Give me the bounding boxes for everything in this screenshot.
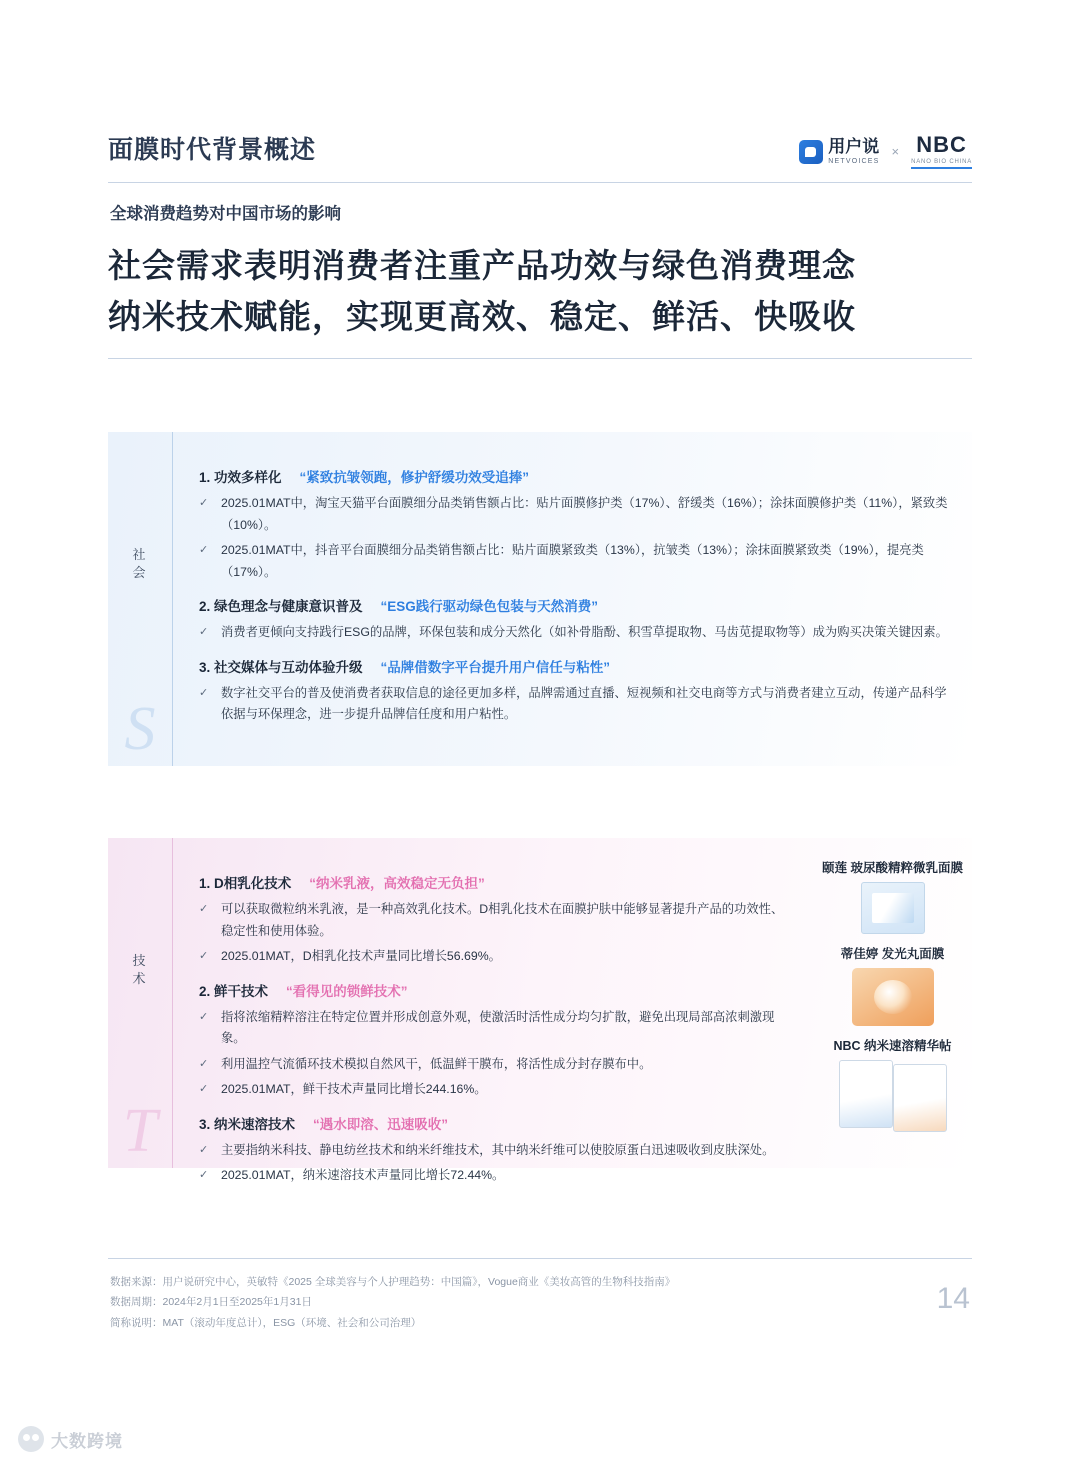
panel-technology-label: 技术 — [132, 953, 148, 986]
product-name: 蒂佳婷 发光丸面膜 — [840, 947, 945, 961]
title-divider — [108, 358, 972, 359]
group-heading-text: 1. 功效多样化 — [199, 470, 282, 485]
bullet-text: 利用温控气流循环技术模拟自然风干，低温鲜干膜布，将活性成分封存膜布中。 — [221, 1056, 652, 1071]
check-icon: ✓ — [199, 1143, 209, 1156]
netvoices-name-en: NETVOICES — [828, 158, 880, 165]
group-heading-text: 1. D相乳化技术 — [199, 876, 292, 891]
group-heading-text: 2. 鲜干技术 — [199, 983, 269, 999]
footnotes — [110, 1272, 870, 1333]
bullet-item — [199, 683, 950, 726]
nbc-underline — [911, 167, 972, 169]
bullet-text: 可以获取微粒纳米乳液，是一种高效乳化技术。D相乳化技术在面膜护肤中能够显著提升产品的功效性、稳定性和使用体验。 — [221, 902, 784, 938]
footnote-period: 数据周期：2024年2月1日至2025年1月31日 — [110, 1296, 312, 1309]
check-icon: ✓ — [199, 497, 209, 509]
bullet-text: 2025.01MAT，D相乳化技术声量同比增长56.69%。 — [221, 949, 501, 964]
check-icon: ✓ — [199, 544, 209, 557]
group-heading — [199, 1113, 791, 1133]
panel-technology-body — [173, 838, 813, 1183]
panel-social-group-2 — [199, 595, 950, 644]
panel-technology-group-2 — [199, 980, 791, 1101]
mask-sachets-pair-image — [833, 1060, 953, 1130]
bullet-item — [199, 1007, 791, 1050]
bullet-text: 消费者更倾向支持践行ESG的品牌，环保包装和成分天然化（如补骨脂酚、积雪草提取物、马齿苋提取物等）成为购买决策关键因素。 — [221, 625, 948, 640]
product-item — [800, 944, 985, 1026]
netvoices-mark-icon — [799, 140, 823, 164]
bullet-item — [199, 1140, 791, 1162]
footer-divider — [108, 1258, 972, 1259]
panel-social-letter: S — [124, 695, 156, 763]
bullet-text: 2025.01MAT中，淘宝天猫平台面膜细分品类销售额占比：贴片面膜修护类（17%）、舒缓类（16%）；涂抹面膜修护类（11%），紧致类（10%）。 — [221, 496, 948, 532]
bullet-item — [199, 899, 791, 942]
product-name: NBC 纳米速溶精华帖 — [833, 1039, 952, 1053]
footnote-abbr: 简称说明：MAT（滚动年度总计），ESG（环境、社会和公司治理） — [110, 1316, 422, 1329]
group-quote: “ESG践行驱动绿色包装与天然消费” — [380, 599, 599, 615]
panel-technology-letter: T — [122, 1097, 158, 1165]
bullet-item — [199, 1079, 791, 1101]
group-heading — [199, 872, 791, 892]
panel-social-group-1 — [199, 466, 950, 583]
bullet-item — [199, 622, 950, 644]
bullet-item — [199, 946, 791, 968]
page-header — [108, 130, 972, 186]
product-item — [800, 1036, 985, 1130]
bullet-text: 指将浓缩精粹溶注在特定位置并形成创意外观，使激活时活性成分均匀扩散，避免出现局部高浓刺激现象。 — [221, 1009, 775, 1046]
group-heading-text: 3. 社交媒体与互动体验升级 — [199, 659, 363, 675]
group-heading-text: 2. 绿色理念与健康意识普及 — [199, 599, 363, 615]
bullet-text: 2025.01MAT中，抖音平台面膜细分品类销售额占比：贴片面膜紧致类（13%），抗皱类（13%）；涂抹面膜紧致类（19%），提亮类（17%）。 — [221, 543, 924, 579]
watermark-text: 大数跨境 — [51, 1431, 123, 1451]
footnote-source: 数据来源：用户说研究中心，英敏特《2025 全球美容与个人护理趋势：中国篇》，Vogue商业《美妆高管的生物科技指南》 — [110, 1276, 676, 1288]
kicker-text: 全球消费趋势对中国市场的影响 — [110, 205, 341, 223]
netvoices-name-cn: 用户说 — [828, 137, 880, 156]
bullet-text: 2025.01MAT，纳米速溶技术声量同比增长72.44%。 — [221, 1168, 505, 1183]
group-heading — [199, 656, 950, 676]
page-title: 面膜时代背景概述 — [108, 136, 317, 164]
group-quote: “品牌借数字平台提升用户信任与粘性” — [380, 659, 611, 675]
sachet-left — [839, 1060, 893, 1128]
group-heading — [199, 595, 950, 615]
panel-social-group-3 — [199, 656, 950, 726]
panel-social-letterbar — [108, 432, 173, 766]
bullet-item — [199, 1165, 791, 1187]
group-heading-text: 3. 纳米速溶技术 — [199, 1116, 296, 1132]
group-heading — [199, 466, 950, 486]
check-icon: ✓ — [199, 950, 209, 963]
page-number: 14 — [936, 1282, 970, 1315]
panel-social-body — [173, 432, 972, 766]
header-divider — [108, 182, 972, 183]
bullet-text: 主要指纳米科技、静电纺丝技术和纳米纤维技术，其中纳米纤维可以使胶原蛋白迅速吸收到皮肤深处。 — [221, 1142, 775, 1157]
watermark — [18, 1426, 123, 1452]
product-item — [800, 858, 985, 934]
product-list — [800, 858, 985, 1140]
sachet-right — [893, 1064, 947, 1132]
bullet-item — [199, 493, 950, 536]
main-title-line-2: 纳米技术赋能，实现更高效、稳定、鲜活、快吸收 — [108, 298, 856, 336]
group-quote: “紧致抗皱领跑，修护舒缓功效受追捧” — [299, 470, 530, 485]
main-title-line-1: 社会需求表明消费者注重产品功效与绿色消费理念 — [108, 247, 856, 284]
check-icon: ✓ — [199, 1169, 209, 1182]
nbc-logo — [911, 134, 972, 169]
check-icon: ✓ — [199, 626, 209, 639]
logo-group — [799, 134, 972, 169]
panel-technology-group-3 — [199, 1113, 791, 1187]
group-heading — [199, 980, 791, 1000]
group-quote: “看得见的锁鲜技术” — [286, 983, 408, 999]
logo-separator: × — [891, 144, 900, 159]
mask-box-blue-image — [861, 882, 925, 934]
check-icon: ✓ — [199, 1010, 209, 1023]
watermark-logo-icon — [18, 1426, 44, 1452]
bullet-item — [199, 540, 950, 583]
nbc-subtitle: NANO BIO CHINA — [911, 159, 972, 165]
panel-technology-letterbar — [108, 838, 173, 1168]
group-quote: “遇水即溶、迅速吸收” — [313, 1116, 449, 1132]
netvoices-logo — [799, 138, 879, 165]
panel-social — [108, 432, 972, 766]
nbc-name: NBC — [916, 132, 967, 157]
bullet-text: 数字社交平台的普及使消费者获取信息的途径更加多样，品牌需通过直播、短视频和社交电商等方式与消费者建立互动，传递产品科学依据与环保理念，进一步提升品牌信任度和用户粘性。 — [221, 685, 947, 722]
main-title — [108, 240, 988, 342]
group-quote: “纳米乳液，高效稳定无负担” — [309, 876, 485, 891]
check-icon: ✓ — [199, 1083, 209, 1096]
panel-technology-group-1 — [199, 872, 791, 968]
check-icon: ✓ — [199, 903, 209, 915]
check-icon: ✓ — [199, 1057, 209, 1070]
panel-social-label: 社会 — [132, 547, 148, 580]
bullet-item — [199, 1054, 791, 1076]
bullet-text: 2025.01MAT，鲜干技术声量同比增长244.16%。 — [221, 1082, 487, 1097]
check-icon: ✓ — [199, 686, 209, 699]
mask-ball-orange-image — [852, 968, 934, 1026]
product-name: 颐莲 玻尿酸精粹微乳面膜 — [822, 861, 963, 875]
